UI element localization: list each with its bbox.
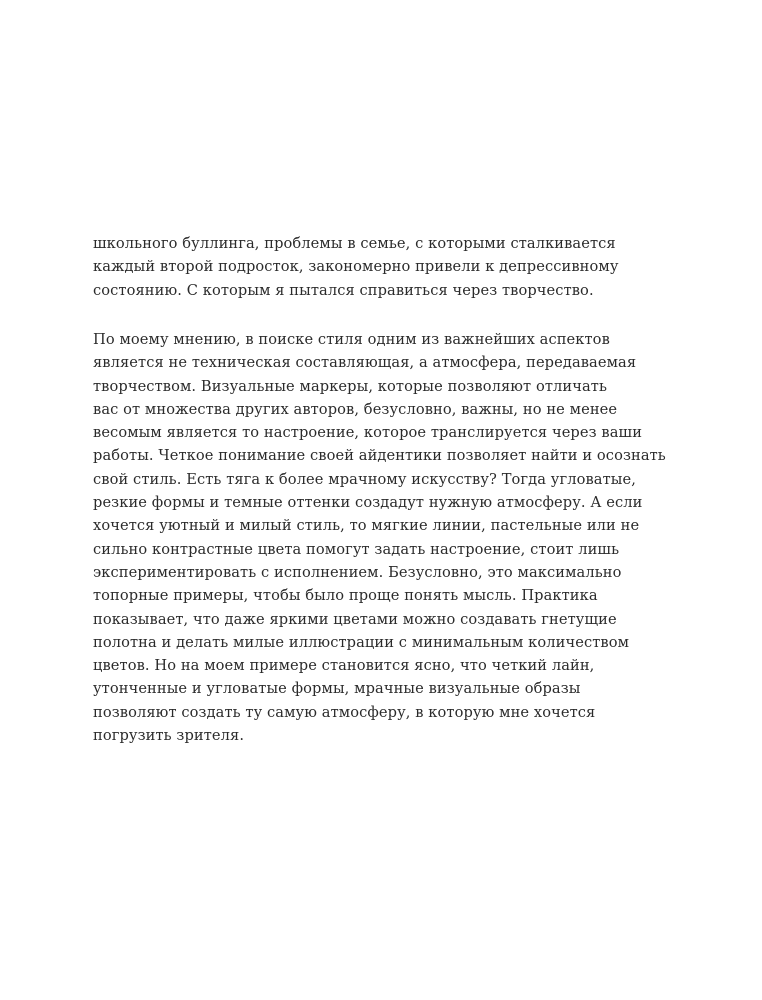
- text-line: работы. Четкое понимание своей айдентики позволяет найти и осознать: [93, 447, 666, 465]
- text-line: творчеством. Визуальные маркеры, которые позволяют отличать: [93, 377, 607, 395]
- text-line: резкие формы и темные оттенки создадут нужную атмосферу. А если: [93, 494, 643, 512]
- text-line: сильно контрастные цвета помогут задать настроение, стоит лишь: [93, 540, 620, 558]
- text-line: По моему мнению, в поиске стиля одним из важнейших аспектов: [93, 331, 610, 348]
- text-line: вас от множества других авторов, безусловно, важны, но не менее: [93, 400, 618, 418]
- text-line: каждый второй подросток, закономерно привели к депрессивному: [93, 258, 619, 276]
- text-line: топорные примеры, чтобы было проще понять мысль. Практика: [93, 587, 598, 605]
- paragraph-2: [93, 328, 693, 747]
- text-line: состоянию. С которым я пытался справиться через творчество.: [93, 281, 594, 299]
- paragraph-1: [93, 232, 693, 302]
- text-line: хочется уютный и милый стиль, то мягкие линии, пастельные или не: [93, 517, 640, 535]
- text-line: полотна и делать милые иллюстрации с минимальным количеством: [93, 633, 630, 651]
- text-line: экспериментировать с исполнением. Безусловно, это максимально: [93, 563, 622, 581]
- text-line: весомым является то настроение, которое транслируется через ваши: [93, 424, 643, 442]
- text-line: показывает, что даже яркими цветами можно создавать гнетущие: [93, 610, 617, 628]
- text-line: школьного буллинга, проблемы в семье, с которыми сталкивается: [93, 235, 616, 252]
- text-line: свой стиль. Есть тяга к более мрачному искусству? Тогда угловатые,: [93, 470, 636, 488]
- text-line: цветов. Но на моем примере становится ясно, что четкий лайн,: [93, 657, 595, 675]
- text-line: утонченные и угловатые формы, мрачные визуальные образы: [93, 680, 581, 698]
- text-line: позволяют создать ту самую атмосферу, в которую мне хочется: [93, 703, 596, 721]
- text-line: погрузить зрителя.: [93, 727, 245, 745]
- text-line: является не техническая составляющая, а атмосфера, передаваемая: [93, 354, 637, 372]
